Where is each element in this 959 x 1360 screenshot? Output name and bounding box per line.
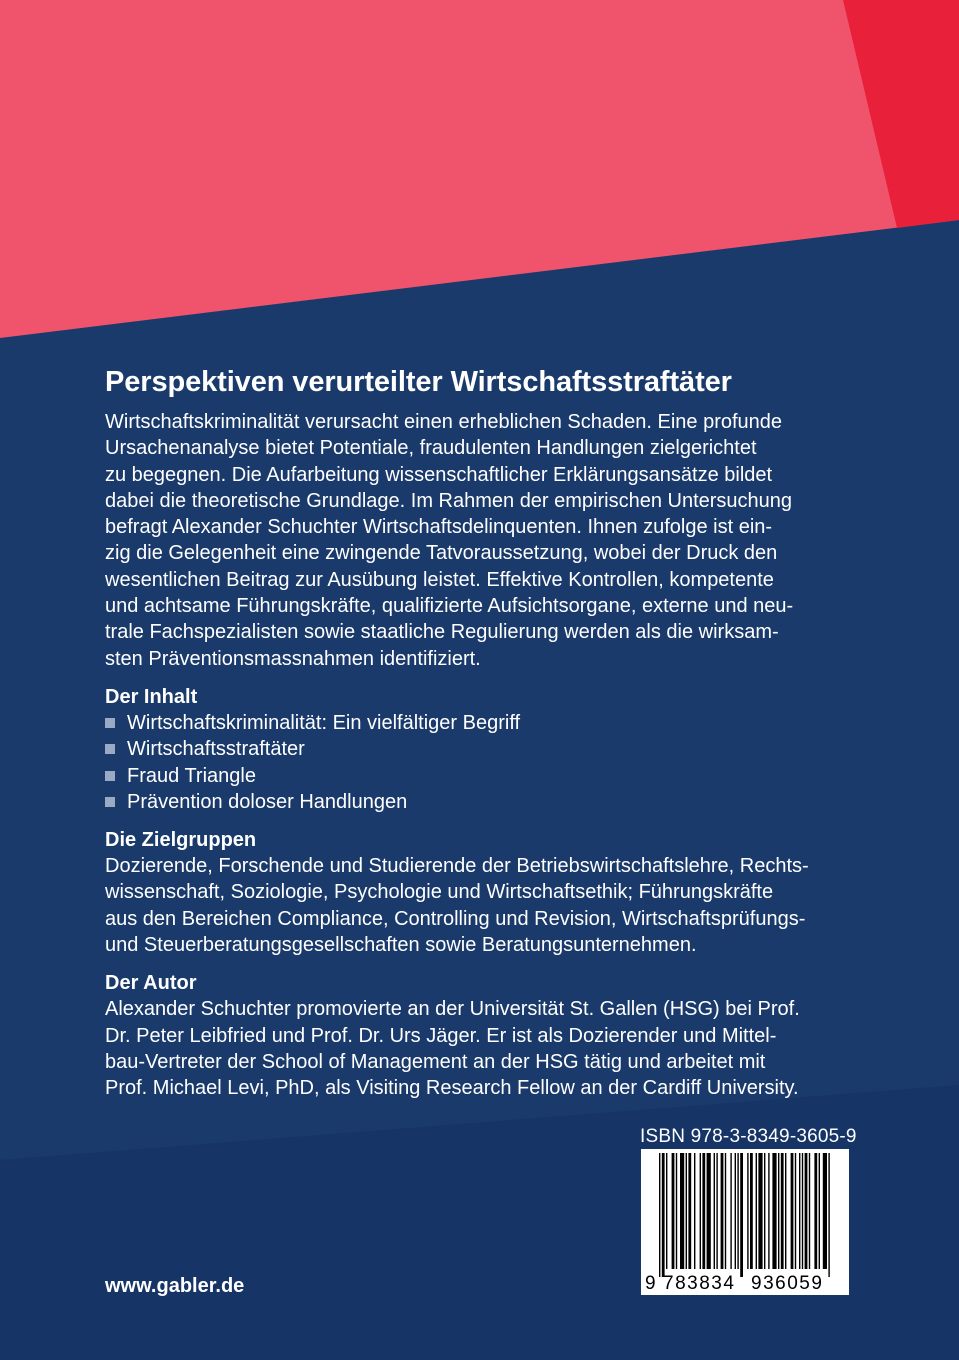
intro-line: Wirtschaftskriminalität verursacht einen erheblichen Schaden. Eine profunde xyxy=(105,411,783,433)
square-bullet-icon xyxy=(105,744,115,754)
barcode-bar xyxy=(750,1153,753,1269)
barcode-bar xyxy=(680,1153,684,1269)
barcode-bar xyxy=(778,1153,779,1269)
isbn-label: ISBN 978-3-8349-3605-9 xyxy=(640,1126,857,1147)
barcode-digit-lead: 9 xyxy=(645,1273,656,1294)
barcode-bar xyxy=(676,1153,677,1269)
autor-line: Prof. Michael Levi, PhD, als Visiting Research Fellow an der Cardiff University. xyxy=(105,1077,799,1100)
zielgruppen-line: und Steuerberatungsgesellschaften sowie Beratungsunternehmen. xyxy=(105,934,697,957)
barcode-bar xyxy=(721,1153,724,1269)
autor-heading: Der Autor xyxy=(105,972,197,995)
barcode-bar xyxy=(702,1153,705,1269)
barcode-bar xyxy=(662,1153,665,1277)
intro-paragraph xyxy=(105,409,865,672)
barcode-bar xyxy=(666,1153,667,1269)
autor-line: Dr. Peter Leibfried und Prof. Dr. Urs Jäger. Er ist als Dozierender und Mittel- xyxy=(105,1024,777,1047)
barcode-bar xyxy=(814,1153,817,1269)
barcode-bar xyxy=(672,1153,675,1269)
barcode-bar xyxy=(714,1153,715,1269)
list-item: Fraud Triangle xyxy=(105,763,865,789)
barcode-bar xyxy=(686,1153,687,1269)
barcode-bar xyxy=(700,1153,701,1269)
barcode-bar xyxy=(828,1153,829,1277)
intro-line: wesentlichen Beitrag zur Ausübung leistet. Effektive Kontrollen, kompetente xyxy=(105,568,774,591)
main-content xyxy=(105,366,865,1102)
inhalt-list xyxy=(105,710,865,815)
barcode-bar xyxy=(823,1153,827,1269)
barcode-bar xyxy=(819,1153,820,1269)
barcode-digits-left: 783834 xyxy=(663,1273,736,1294)
publisher-url[interactable]: www.gabler.de xyxy=(105,1275,245,1297)
barcode-bar xyxy=(747,1153,748,1269)
inhalt-heading: Der Inhalt xyxy=(105,685,198,708)
list-item: Wirtschaftsstraftäter xyxy=(105,736,865,762)
zielgruppen-line: Dozierende, Forschende und Studierende der Betriebswirtschaftslehre, Rechts- xyxy=(105,855,809,878)
intro-line: zig die Gelegenheit eine zwingende Tatvoraussetzung, wobei der Druck den xyxy=(105,542,778,565)
barcode-bar xyxy=(694,1153,695,1269)
barcode-bar xyxy=(730,1153,731,1269)
barcode-bar xyxy=(756,1153,757,1269)
barcode-icon xyxy=(641,1149,849,1295)
autor-paragraph xyxy=(105,996,865,1101)
zielgruppen-heading: Die Zielgruppen xyxy=(105,829,257,852)
barcode-bar xyxy=(707,1153,711,1269)
barcode-bar xyxy=(802,1153,803,1269)
autor-line: Alexander Schuchter promovierte an der Universität St. Gallen (HSG) bei Prof. xyxy=(105,998,800,1021)
intro-line: und achtsame Führungskräfte, qualifizierte Aufsichtsorgane, externe und neu- xyxy=(105,595,794,618)
square-bullet-icon xyxy=(105,797,115,807)
zielgruppen-line: aus den Bereichen Compliance, Controlling und Revision, Wirtschaftsprüfungs- xyxy=(105,907,806,930)
autor-line: bau-Vertreter der School of Management an der HSG tätig und arbeitet mit xyxy=(105,1050,766,1073)
barcode-bar xyxy=(725,1153,726,1269)
barcode-bar xyxy=(737,1153,738,1269)
intro-line: befragt Alexander Schuchter Wirtschaftsdelinquenten. Ihnen zufolge ist ein- xyxy=(105,516,773,539)
barcode-bar xyxy=(716,1153,717,1269)
intro-line: sten Präventionsmassnahmen identifiziert. xyxy=(105,647,481,670)
barcode xyxy=(641,1149,849,1295)
square-bullet-icon xyxy=(105,718,115,728)
zielgruppen-line: wissenschaft, Soziologie, Psychologie und Wirtschaftsethik; Führungskräfte xyxy=(105,881,774,904)
barcode-bar xyxy=(785,1153,786,1269)
barcode-bar xyxy=(805,1153,808,1269)
intro-line: trale Fachspezialisten sowie staatliche Regulierung werden als die wirksam- xyxy=(105,621,779,644)
barcode-bar xyxy=(764,1153,765,1269)
intro-line: dabei die theoretische Grundlage. Im Rahmen der empirischen Untersuchung xyxy=(105,489,793,512)
square-bullet-icon xyxy=(105,771,115,781)
barcode-bar xyxy=(791,1153,794,1269)
barcode-bar xyxy=(809,1153,810,1269)
barcode-bar xyxy=(799,1153,800,1269)
barcode-bar xyxy=(781,1153,784,1269)
barcode-bar xyxy=(758,1153,762,1269)
list-item: Wirtschaftskriminalität: Ein vielfältiger Begriff xyxy=(105,710,865,736)
barcode-bar xyxy=(659,1153,660,1277)
zielgruppen-paragraph xyxy=(105,853,865,958)
barcode-bar xyxy=(768,1153,769,1269)
barcode-bar xyxy=(740,1153,743,1277)
book-title: Perspektiven verurteilter Wirtschaftsstraftäter xyxy=(105,366,732,398)
barcode-bar xyxy=(688,1153,691,1269)
intro-line: zu begegnen. Die Aufarbeitung wissenschaftlicher Erklärungsansätze bildet xyxy=(105,463,773,486)
barcode-bar xyxy=(795,1153,796,1269)
barcode-digits-right: 936059 xyxy=(751,1273,824,1294)
intro-line: Ursachenanalyse bietet Potentiale, fraudulenten Handlungen zielgerichtet xyxy=(105,437,757,460)
barcode-bar xyxy=(735,1153,736,1269)
barcode-bar xyxy=(772,1153,776,1269)
list-item: Prävention doloser Handlungen xyxy=(105,789,865,815)
